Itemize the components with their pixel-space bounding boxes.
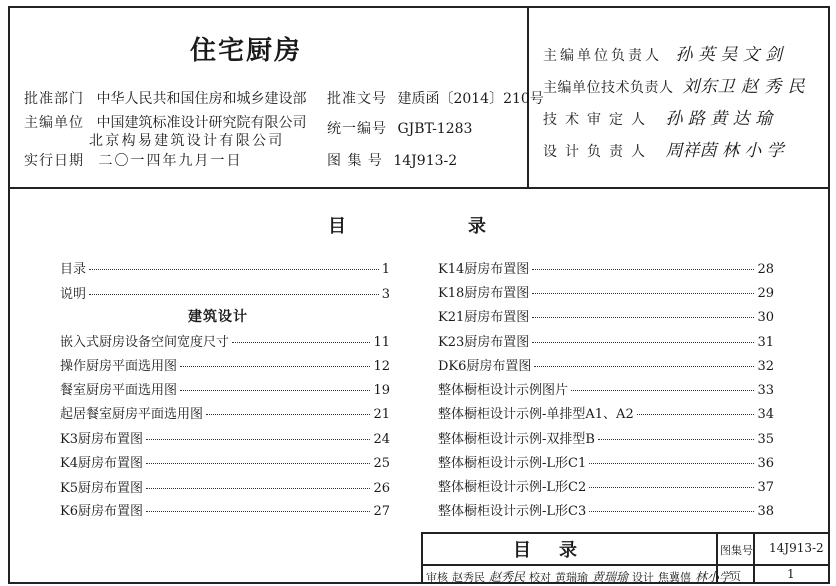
- toc-row[interactable]: [438, 331, 774, 350]
- toc-item-title: K5厨房布置图: [60, 481, 143, 496]
- toc-row[interactable]: [438, 500, 774, 519]
- atlas-no-value: 14J913-2: [393, 153, 458, 169]
- toc-row[interactable]: [60, 403, 390, 422]
- toc-row[interactable]: [60, 477, 390, 496]
- responsible-signature-review: 孙 路 黄 达 瑜: [665, 109, 773, 129]
- responsible-row-design: [543, 136, 784, 161]
- toc-item-page: 25: [373, 456, 390, 471]
- toc-leader: [571, 390, 754, 391]
- impl-date-label: 实行日期: [24, 153, 84, 169]
- responsible-label-chief: 主编单位负责人: [543, 48, 662, 64]
- atlas-no-label: 图 集 号: [327, 153, 383, 169]
- title-block-signoff-row: [426, 568, 731, 585]
- toc-item-page: 31: [757, 335, 774, 350]
- atlas-no-row: [327, 150, 457, 170]
- toc-leader: [146, 488, 370, 489]
- toc-item-title: 整体橱柜设计示例-单排型A1、A2: [438, 407, 634, 422]
- toc-leader: [534, 366, 754, 367]
- toc-item-page: 28: [757, 262, 774, 277]
- toc-item-page: 27: [373, 504, 390, 519]
- responsible-signature-chief: 孙 英 吴 文 剑: [675, 45, 783, 65]
- toc-row[interactable]: [60, 500, 390, 519]
- toc-item-page: 12: [373, 359, 390, 374]
- toc-leader: [89, 269, 379, 270]
- toc-item-page: 21: [373, 407, 390, 422]
- title-block-divider: [423, 564, 830, 566]
- toc-item-page: 36: [757, 456, 774, 471]
- responsible-signature-tech: 刘东卫 赵 秀 民: [682, 77, 806, 97]
- title-block-page-label: 页: [730, 570, 741, 583]
- toc-row[interactable]: [438, 476, 774, 495]
- toc-row[interactable]: [60, 258, 390, 277]
- toc-leader: [637, 414, 755, 415]
- review-label: 审核: [426, 570, 448, 584]
- approval-doc-value: 建质函〔2014〕210号: [397, 91, 544, 107]
- toc-leader: [206, 414, 370, 415]
- toc-item-page: 11: [373, 335, 390, 350]
- toc-row[interactable]: [60, 428, 390, 447]
- editor-unit-label: 主编单位: [24, 115, 84, 131]
- review-signature: 赵秀民: [489, 570, 526, 584]
- responsible-row-review: [543, 104, 772, 129]
- toc-row[interactable]: [60, 452, 390, 471]
- toc-item-title: 说明: [60, 287, 87, 302]
- toc-item-title: 整体橱柜设计示例-L形C2: [438, 480, 587, 495]
- toc-row[interactable]: [60, 331, 390, 350]
- title-block: [421, 532, 830, 584]
- responsible-label-review: 技术审定人: [543, 112, 653, 128]
- toc-row[interactable]: [438, 258, 774, 277]
- responsible-row-chief: [543, 40, 782, 65]
- toc-item-page: 3: [381, 287, 390, 302]
- title-block-page-value: 1: [787, 567, 795, 581]
- toc-item-page: 38: [757, 504, 774, 519]
- toc-item-title: K6厨房布置图: [60, 504, 143, 519]
- toc-leader: [146, 511, 370, 512]
- toc-item-page: 30: [757, 310, 774, 325]
- toc-row[interactable]: [60, 283, 390, 302]
- editor-unit-row: [24, 112, 306, 132]
- design-label: 设计: [632, 570, 655, 584]
- toc-item-title: 整体橱柜设计示例图片: [438, 383, 569, 398]
- toc-leader: [146, 439, 370, 440]
- toc-leader: [589, 463, 754, 464]
- toc-row[interactable]: [438, 379, 774, 398]
- toc-leader: [232, 342, 370, 343]
- toc-item-title: K14厨房布置图: [438, 262, 530, 277]
- toc-item-page: 24: [373, 432, 390, 447]
- toc-item-title: 餐室厨房平面选用图: [60, 383, 178, 398]
- check-name: 黄瑞瑜: [555, 570, 589, 584]
- unified-no-row: [327, 118, 472, 138]
- page-title: 住宅厨房: [190, 36, 303, 66]
- toc-leader: [532, 342, 754, 343]
- review-name: 赵秀民: [452, 570, 485, 584]
- toc-item-title: 目录: [60, 262, 87, 277]
- toc-leader: [180, 390, 370, 391]
- title-block-atlas-label: 图集号: [720, 544, 753, 557]
- approval-dept-row: [24, 88, 306, 108]
- approval-doc-label: 批准文号: [327, 91, 387, 107]
- toc-item-page: 32: [757, 359, 774, 374]
- design-signature: 林小学: [695, 570, 732, 584]
- toc-item-title: DK6厨房布置图: [438, 359, 532, 374]
- editor-unit-value-1: 中国建筑标准设计研究院有限公司: [96, 115, 307, 131]
- toc-item-title: 嵌入式厨房设备空间宽度尺寸: [60, 335, 230, 350]
- toc-item-title: 起居餐室厨房平面选用图: [60, 407, 204, 422]
- toc-row[interactable]: [60, 379, 390, 398]
- toc-leader: [146, 463, 370, 464]
- toc-row[interactable]: [60, 355, 390, 374]
- editor-unit-value-2: 北京构易建筑设计有限公司: [89, 133, 285, 149]
- toc-item-page: 33: [757, 383, 774, 398]
- title-block-atlas-value: 14J913-2: [769, 541, 824, 555]
- toc-item-page: 35: [757, 432, 774, 447]
- toc-item-page: 1: [381, 262, 390, 277]
- check-signature: 黄瑞瑜: [592, 570, 629, 584]
- toc-item-page: 29: [757, 286, 774, 301]
- title-block-divider: [753, 534, 755, 584]
- toc-item-page: 19: [373, 383, 390, 398]
- responsible-row-tech: [543, 72, 805, 97]
- toc-title-right: 录: [468, 216, 486, 237]
- impl-date-value: 二〇一四年九月一日: [98, 153, 243, 169]
- toc-row[interactable]: [438, 282, 774, 301]
- toc-leader: [589, 511, 754, 512]
- toc-item-title: 整体橱柜设计示例-双排型B: [438, 432, 595, 447]
- toc-leader: [598, 439, 755, 440]
- impl-date-row: [24, 150, 242, 170]
- design-name: 焦冀僖: [658, 570, 692, 584]
- toc-item-title: K4厨房布置图: [60, 456, 143, 471]
- title-block-title: 目录: [513, 540, 605, 561]
- toc-row[interactable]: [438, 403, 774, 422]
- toc-item-page: 26: [373, 481, 390, 496]
- responsible-label-design: 设计负责人: [543, 144, 653, 160]
- unified-no-value: GJBT-1283: [397, 121, 473, 137]
- toc-row[interactable]: [438, 306, 774, 325]
- toc-item-title: 操作厨房平面选用图: [60, 359, 178, 374]
- header-divider-horizontal: [8, 187, 830, 189]
- toc-leader: [532, 293, 754, 294]
- toc-item-title: K21厨房布置图: [438, 310, 530, 325]
- approval-dept-value: 中华人民共和国住房和城乡建设部: [96, 91, 307, 107]
- toc-leader: [89, 294, 379, 295]
- toc-row[interactable]: [438, 355, 774, 374]
- toc-item-title: 整体橱柜设计示例-L形C3: [438, 504, 587, 519]
- toc-row[interactable]: [438, 428, 774, 447]
- toc-leader: [532, 317, 754, 318]
- toc-item-page: 34: [757, 407, 774, 422]
- toc-item-title: 整体橱柜设计示例-L形C1: [438, 456, 587, 471]
- approval-dept-label: 批准部门: [24, 91, 84, 107]
- toc-row[interactable]: [438, 452, 774, 471]
- check-label: 校对: [529, 570, 552, 584]
- toc-item-title: K18厨房布置图: [438, 286, 530, 301]
- responsible-label-tech: 主编单位技术负责人: [543, 80, 674, 96]
- unified-no-label: 统一编号: [327, 121, 387, 137]
- toc-item-page: 37: [757, 480, 774, 495]
- toc-title-left: 目: [328, 216, 346, 237]
- toc-section-heading: 建筑设计: [188, 309, 248, 325]
- toc-item-title: K23厨房布置图: [438, 335, 530, 350]
- approval-doc-row: [327, 88, 544, 108]
- toc-item-title: K3厨房布置图: [60, 432, 143, 447]
- toc-leader: [180, 366, 370, 367]
- toc-leader: [532, 269, 754, 270]
- responsible-signature-design: 周祥茵 林 小 学: [665, 141, 784, 161]
- toc-leader: [589, 487, 754, 488]
